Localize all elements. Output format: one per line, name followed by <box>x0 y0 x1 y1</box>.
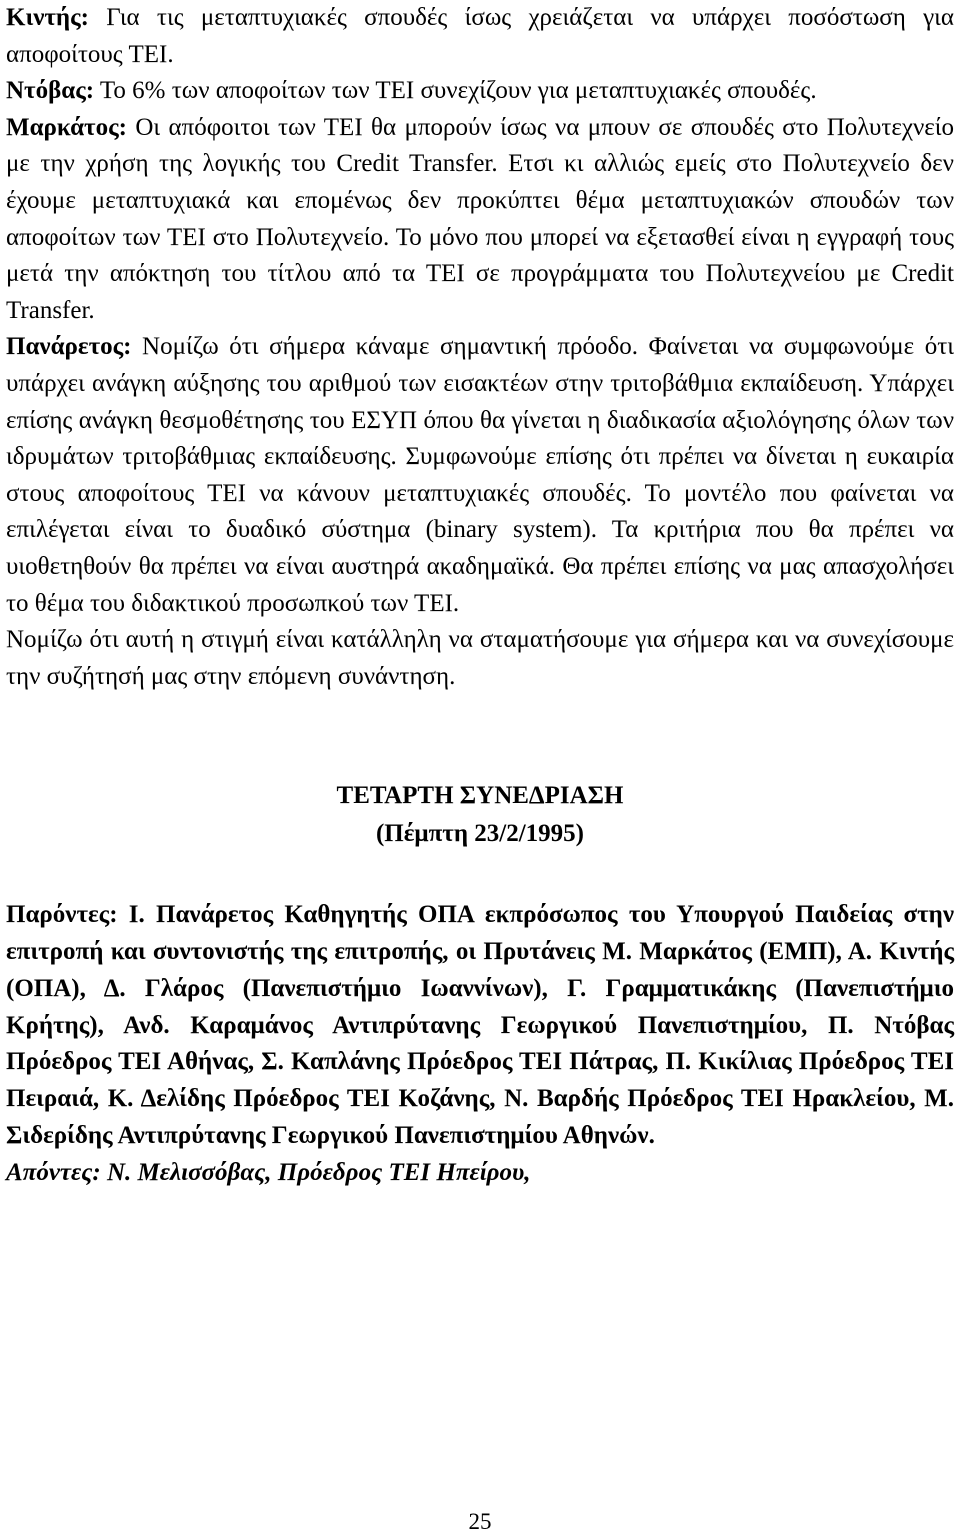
speaker-name: Κιντής: <box>6 4 89 31</box>
document-page <box>6 0 954 1191</box>
minutes-paragraph-ntovas <box>6 73 954 110</box>
speaker-statement: Το 6% των αποφοίτων των ΤΕΙ συνεχίζουν για μεταπτυχιακές σπουδές. <box>94 77 817 105</box>
minutes-paragraph-closing <box>6 622 954 695</box>
session-heading <box>6 777 954 853</box>
minutes-paragraph-markatos <box>6 110 954 330</box>
minutes-paragraph-kintis <box>6 0 954 73</box>
minutes-paragraph-panaretos <box>6 329 954 622</box>
speaker-name: Μαρκάτος: <box>6 113 127 141</box>
speaker-statement: Οι απόφοιτοι των ΤΕΙ θα μπορούν ίσως να μπουν σε σπουδές στο Πολυτεχνείο με την χρήση της λογικής του Credit Transfer. Ετσι κι αλλιώς εμείς στο Πολυτεχνείο δεν έχουμε μεταπτυχιακά και επομένως δεν προκύπτει θέμα μεταπτυχιακών σπουδών των αποφοίτων των ΤΕΙ στο Πολυτεχνείο. Το μόνο που μπορεί να εξετασθεί είναι η εγγραφή τους μετά την απόκτηση του τίτλου από τα ΤΕΙ σε προγράμματα του Πολυτεχνείου με Credit Transfer. <box>6 113 954 324</box>
speaker-statement: Νομίζω ότι αυτή η στιγμή είναι κατάλληλη να σταματήσουμε για σήμερα και να συνεχίσουμε την συζήτησή μας στην επόμενη συνάντηση. <box>6 626 954 690</box>
session-date: (Πέμπτη 23/2/1995) <box>375 820 584 848</box>
minutes-section <box>6 0 954 695</box>
speaker-name: Πανάρετος: <box>6 333 132 361</box>
attendees-list: Παρόντες: Ι. Πανάρετος Καθηγητής ΟΠΑ εκπρόσωπος του Υπουργού Παιδείας στην επιτροπή και συντονιστής της επιτροπής, οι Πρυτάνεις Μ. Μαρκάτος (ΕΜΠ), Α. Κιντής (ΟΠΑ), Δ. Γλάρος (Πανεπιστήμιο Ιωαννίνων), Γ. Γραμματικάκης (Πανεπιστήμιο Κρήτης), Ανδ. Καραμάνος Αντιπρύτανης Γεωργικού Πανεπιστημίου, Π. Ντόβας Πρόεδρος ΤΕΙ Αθήνας, Σ. Καπλάνης Πρόεδρος ΤΕΙ Πάτρας, Π. Κικίλιας Πρόεδρος ΤΕΙ Πειραιά, Κ. Δελίδης Πρόεδρος ΤΕΙ Κοζάνης, Ν. Βαρδής Πρόεδρος ΤΕΙ Ηρακλείου, Μ. Σιδερίδης Αντιπρύτανης Γεωργικού Πανεπιστημίου Αθηνών. <box>6 901 954 1150</box>
speaker-name: Ντόβας: <box>6 77 95 105</box>
page-number: 25 <box>468 1509 492 1534</box>
session-title: ΤΕΤΑΡΤΗ ΣΥΝΕΔΡΙΑΣΗ <box>336 782 624 810</box>
speaker-statement: Νομίζω ότι σήμερα κάναμε σημαντική πρόοδο. Φαίνεται να συμφωνούμε ότι υπάρχει ανάγκη αύξησης του αριθμού των εισακτέων στην τριτοβάθμια εκπαίδευση. Υπάρχει επίσης ανάγκη θεσμοθέτησης του ΕΣΥΠ όπου θα γίνεται η διαδικασία αξιολόγησης όλων των ιδρυμάτων τριτοβάθμιας εκπαίδευσης. Συμφωνούμε επίσης ότι πρέπει να δίνεται η ευκαιρία στους αποφοίτους ΤΕΙ να κάνουν μεταπτυχιακές σπουδές. Το μοντέλο που φαίνεται να επιλέγεται είναι το δυαδικό σύστημα (binary system). Τα κριτήρια που θα πρέπει να υιοθετηθούν θα πρέπει να είναι αυστηρά ακαδημαϊκά. Θα πρέπει επίσης να μας απασχολήσει το θέμα του διδακτικού προσωπκού των ΤΕΙ. <box>6 333 954 617</box>
absentees-list: Απόντες: Ν. Μελισσόβας, Πρόεδρος ΤΕΙ Ηπείρου, <box>6 1158 531 1186</box>
speaker-statement: Για τις μεταπτυχιακές σπουδές ίσως χρειάζεται να υπάρχει ποσόστωση για αποφοίτους ΤΕΙ. <box>6 4 954 68</box>
